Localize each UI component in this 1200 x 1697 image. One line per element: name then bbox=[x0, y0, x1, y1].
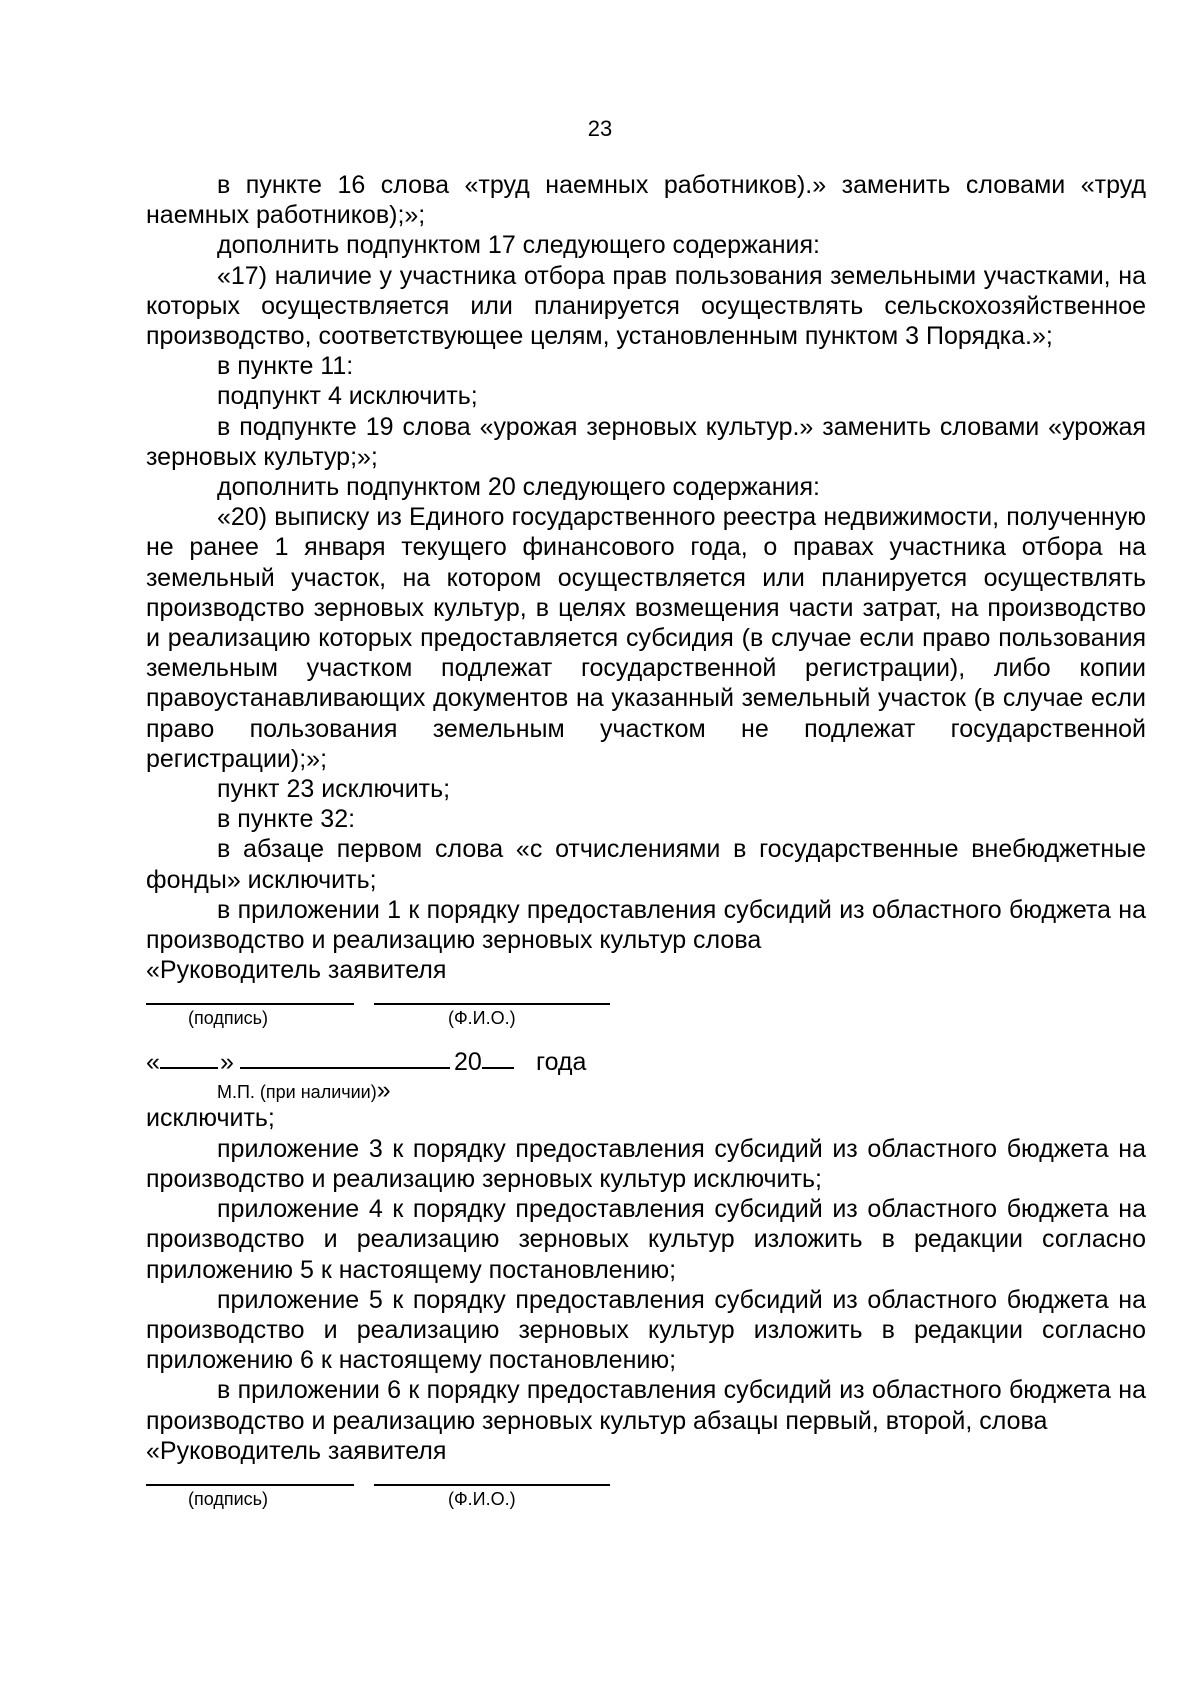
paragraph: в приложении 1 к порядку предоставления субсидий из областного бюджета на производство и реализацию зерновых культур слова bbox=[146, 895, 1146, 955]
name-line bbox=[374, 1003, 610, 1005]
paragraph: дополнить подпунктом 17 следующего содержания: bbox=[217, 231, 820, 260]
year-word: года bbox=[536, 1048, 587, 1077]
page-number: 23 bbox=[587, 116, 613, 141]
signature-block bbox=[146, 985, 1146, 1047]
date-line bbox=[146, 1047, 1146, 1077]
paragraphs-block-1 bbox=[146, 170, 1146, 985]
paragraph: подпункт 4 исключить; bbox=[217, 382, 478, 411]
paragraph: «Руководитель заявителя bbox=[146, 956, 447, 985]
stamp-note bbox=[146, 1077, 1146, 1103]
paragraph: в приложении 6 к порядку предоставления субсидий из областного бюджета на производство и реализацию зерновых культур абзацы первый, второй, слова bbox=[146, 1376, 1146, 1435]
signature-caption: (подпись) bbox=[188, 1488, 269, 1509]
name-caption: (Ф.И.О.) bbox=[448, 1488, 516, 1509]
date-open-quote: « bbox=[146, 1048, 160, 1077]
document-body bbox=[146, 170, 1146, 1528]
year-prefix: 20 bbox=[454, 1048, 482, 1077]
stamp-close-quote: » bbox=[376, 1076, 391, 1105]
paragraph: исключить; bbox=[146, 1104, 275, 1133]
signature-line bbox=[146, 1003, 354, 1005]
signature-caption: (подпись) bbox=[188, 1008, 269, 1029]
name-caption: (Ф.И.О.) bbox=[448, 1008, 516, 1029]
name-line bbox=[374, 1484, 610, 1486]
signature-line bbox=[146, 1484, 354, 1486]
date-close-quote: » bbox=[220, 1048, 234, 1077]
paragraph: пункт 23 исключить; bbox=[217, 775, 451, 804]
paragraph: в пункте 11: bbox=[217, 352, 354, 381]
paragraph: «20) выписку из Единого государственного реестра недвижимости, полученную не ранее 1 января текущего финансового года, о правах участника отбора на земельный участок, на котором осуществляется или планируется осуществлять производство зерновых культур, в целях возмещения части затрат, на производство и реализацию которых предоставляется субсидия (в случае если право пользования земельным участком подлежат государственной регистрации), либо копии правоустанавливающих документов на указанный земельный участок (в случае если право пользования земельным участком не подлежат государственной регистрации);»; bbox=[146, 503, 1146, 773]
stamp-text: М.П. (при наличии) bbox=[217, 1082, 377, 1103]
paragraph: в подпункте 19 слова «урожая зерновых культур.» заменить словами «урожая зерновых культур;»; bbox=[146, 412, 1146, 471]
paragraph: приложение 3 к порядку предоставления субсидий из областного бюджета на производство и реализацию зерновых культур исключить; bbox=[146, 1134, 1146, 1193]
paragraph: приложение 4 к порядку предоставления субсидий из областного бюджета на производство и реализацию зерновых культур изложить в редакции согласно приложению 5 к настоящему постановлению; bbox=[146, 1195, 1146, 1284]
paragraph: в абзаце первом слова «с отчислениями в государственные внебюджетные фонды» исключить; bbox=[146, 835, 1146, 894]
paragraph: в пункте 32: bbox=[217, 805, 356, 834]
paragraph: в пункте 16 слова «труд наемных работников).» заменить словами «труд наемных работников);»; bbox=[146, 171, 1146, 230]
signature-block-2 bbox=[146, 1466, 1146, 1528]
paragraphs-block-2 bbox=[146, 1103, 1146, 1465]
paragraph: «Руководитель заявителя bbox=[146, 1436, 447, 1465]
paragraph: «17) наличие у участника отбора прав пользования земельными участками, на которых осуществляется или планируется осуществлять сельскохозяйственное производство, соответствующее целям, установленным пунктом 3 Порядка.»; bbox=[146, 261, 1146, 351]
paragraph: дополнить подпунктом 20 следующего содержания: bbox=[217, 473, 820, 502]
paragraph: приложение 5 к порядку предоставления субсидий из областного бюджета на производство и реализацию зерновых культур изложить в редакции согласно приложению 6 к настоящему постановлению; bbox=[146, 1285, 1146, 1375]
